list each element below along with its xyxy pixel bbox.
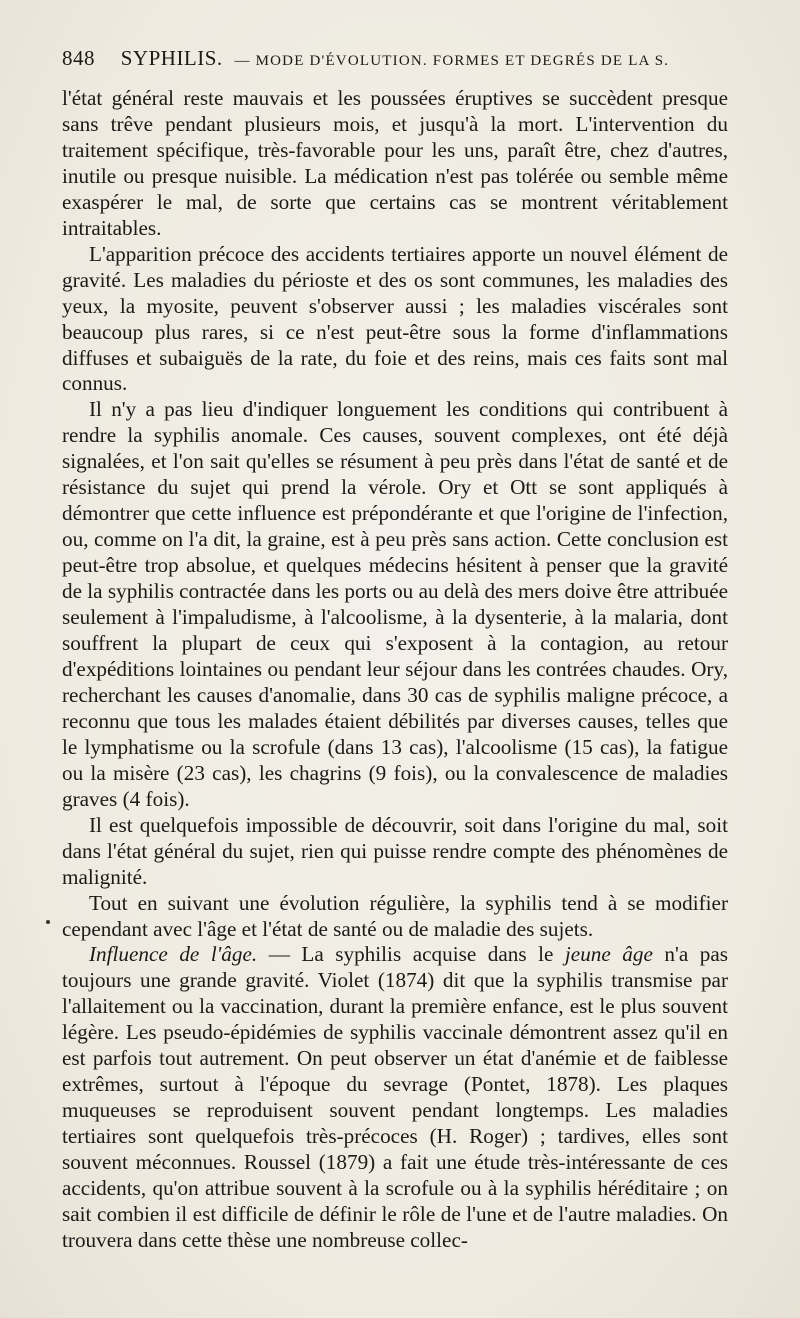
running-subtitle: — MODE D'ÉVOLUTION. FORMES ET DEGRÉS DE LA S. [234,53,670,69]
body-text [62,86,728,1254]
paragraph-lead: — La syphilis acquise dans le [257,942,565,967]
paragraph-rest: n'a pas toujours une grande gravité. Violet (1874) dit que la syphilis transmise par l'allaitement ou la vaccination, durant la première enfance, est le plus souvent légère. Les pseudo-épidémies de syphilis vaccinale démontrent assez qu'il en est parfois tout autrement. On peut observer un état d'anémie et de faiblesse extrêmes, surtout à l'époque du sevrage (Pontet, 1878). Les plaques muqueuses se reproduisent souvent pendant longtemps. Les maladies tertiaires sont quelquefois très-précoces (H. Roger) ; tardives, elles sont souvent méconnues. Roussel (1879) a fait une étude très-intéressante de ces accidents, qu'on attribue souvent à la scrofule ou à la syphilis héréditaire ; on sait combien il est difficile de définir le rôle de l'une et de l'autre maladies. On trouvera dans cette thèse une nombreuse collec- [62,942,728,1252]
paragraph-continuation: l'état général reste mauvais et les poussées éruptives se succèdent presque sans trêve pendant plusieurs mois, et jusqu'à la mort. L'intervention du traitement spécifique, très-favorable pour les uns, paraît être, chez d'autres, inutile ou presque nuisible. La médication n'est pas tolérée ou semble même exaspérer le mal, de sorte que certains cas se montrent véritablement intraitables. [62,86,728,240]
section-heading-influence-age: Influence de l'âge. [89,942,258,967]
paragraph-anomaly-causes: Il n'y a pas lieu d'indiquer longuement les conditions qui contribuent à rendre la syphilis anomale. Ces causes, souvent complexes, ont été déjà signalées, et l'on sait qu'elles se résument à peu près dans l'état de santé et de résistance du sujet qui prend la vérole. Ory et Ott se sont appliqués à démontrer que cette influence est prépondérante et que l'origine de l'infection, ou, comme on l'a dit, la graine, est à peu près sans action. Cette conclusion est peut-être trop absolue, et quelques médecins hésitent à penser que la gravité de la syphilis contractée dans les ports ou au delà des mers doive être attribuée seulement à l'impaludisme, à l'alcoolisme, à la dysenterie, à la malaria, dont souffrent la plupart de ceux qui s'exposent à la contagion, au retour d'expéditions lointaines ou pendant leur séjour dans les contrées chaudes. Ory, recherchant les causes d'anomalie, dans 30 cas de syphilis maligne précoce, a reconnu que tous les malades étaient débilités par diverses causes, telles que le lymphatisme ou la scrofule (dans 13 cas), l'alcoolisme (15 cas), la fatigue ou la misère (23 cas), les chagrins (9 fois), ou la convalescence de maladies graves (4 fois). [62,397,728,811]
paragraph-age-health: Tout en suivant une évolution régulière, la syphilis tend à se modifier cependant avec l'âge et l'état de santé ou de maladie des sujets. [62,890,728,941]
page-number: 848 [62,46,95,70]
running-header [62,46,752,76]
emphasis-jeune-age: jeune âge [564,942,653,967]
margin-mark [46,920,50,924]
paragraph-malignancy: Il est quelquefois impossible de découvrir, soit dans l'origine du mal, soit dans l'état général du sujet, rien qui puisse rendre compte des phénomènes de malignité. [62,812,728,889]
paragraph-influence-age [62,942,728,1253]
running-title: SYPHILIS. [120,46,223,70]
paragraph-tertiary-accidents: L'apparition précoce des accidents tertiaires apporte un nouvel élément de gravité. Les maladies du périoste et des os sont communes, les maladies des yeux, la myosite, peuvent s'observer aussi ; les maladies viscérales sont beaucoup plus rares, si ce n'est peut-être sous la forme d'inflammations diffuses et subaiguës de la rate, du foie et des reins, mais ces faits sont mal connus. [62,241,728,396]
